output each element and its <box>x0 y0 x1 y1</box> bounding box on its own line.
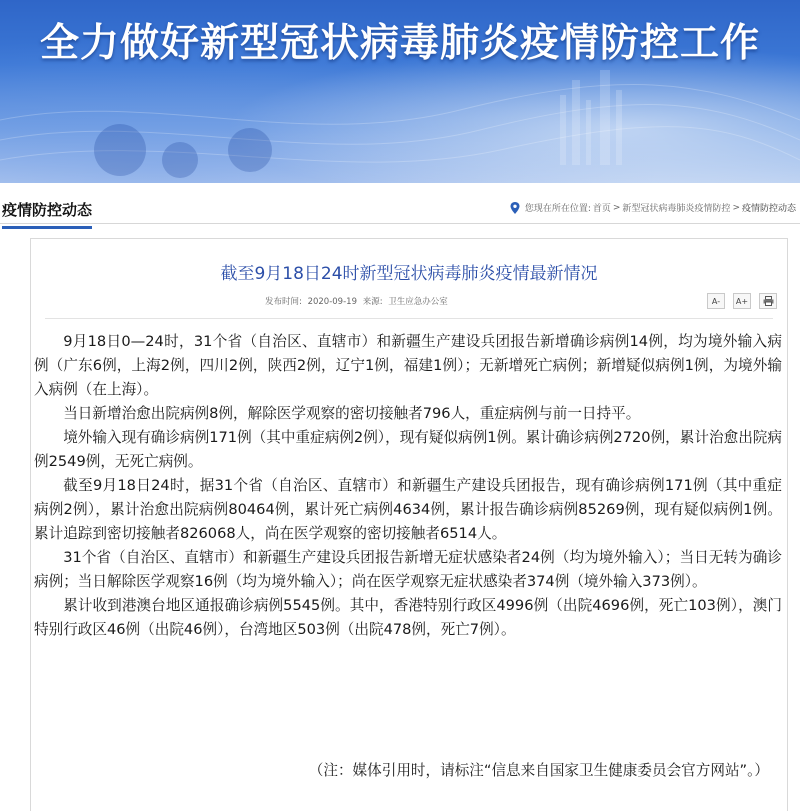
header-banner <box>0 0 800 183</box>
breadcrumb <box>510 201 796 214</box>
article-tools <box>707 293 777 309</box>
article-paragraph: 截至9月18日24时，据31个省（自治区、直辖市）和新疆生产建设兵团报告，现有确诊病例171例（其中重症病例2例），累计治愈出院病例80464例，累计死亡病例4634例，累计报告确诊病例85269例，现有疑似病例1例。累计追踪到密切接触者826068人，尚在医学观察的密切接触者6514人。 <box>34 477 782 542</box>
breadcrumb-level2-link[interactable]: 新型冠状病毒肺炎疫情防控 <box>622 204 731 214</box>
citation-note: （注：媒体引用时，请标注“信息来自国家卫生健康委员会官方网站”。） <box>308 762 769 779</box>
article-meta <box>265 295 451 307</box>
font-increase-button[interactable]: A+ <box>733 293 751 309</box>
article-paragraph: 9月18日0—24时，31个省（自治区、直辖市）和新疆生产建设兵团报告新增确诊病例14例，均为境外输入病例（广东6例，上海2例，四川2例，陕西2例，辽宁1例，福建1例）；无新增死亡病例；新增疑似病例1例，为境外输入病例（在上海）。 <box>34 333 782 398</box>
article-paragraph: 累计收到港澳台地区通报确诊病例5545例。其中，香港特别行政区4996例（出院4696例，死亡103例），澳门特别行政区46例（出院46例），台湾地区503例（出院478例，死亡7例）。 <box>34 597 782 638</box>
section-bar <box>0 190 800 224</box>
source-label: 来源: <box>362 297 383 307</box>
location-pin-icon <box>510 202 520 214</box>
article-paragraph: 境外输入现有确诊病例171例（其中重症病例2例），现有疑似病例1例。累计确诊病例2720例，累计治愈出院病例2549例，无死亡病例。 <box>34 429 782 470</box>
article-container <box>30 238 788 811</box>
publish-label: 发布时间: <box>265 297 302 307</box>
breadcrumb-separator: > <box>732 202 740 213</box>
font-decrease-button[interactable]: A- <box>707 293 725 309</box>
title-divider <box>45 318 773 319</box>
banner-title: 全力做好新型冠状病毒肺炎疫情防控工作 <box>39 21 760 66</box>
print-icon <box>763 296 774 306</box>
article-body <box>34 330 782 642</box>
article-paragraph: 当日新增治愈出院病例8例，解除医学观察的密切接触者796人，重症病例与前一日持平。 <box>63 405 641 422</box>
article-title: 截至9月18日24时新型冠状病毒肺炎疫情最新情况 <box>220 264 598 284</box>
breadcrumb-current: 疫情防控动态 <box>741 204 796 214</box>
section-title: 疫情防控动态 <box>2 199 92 229</box>
source-name: 卫生应急办公室 <box>388 297 448 307</box>
breadcrumb-separator: > <box>612 202 621 213</box>
publish-date: 2020-09-19 <box>307 297 357 307</box>
breadcrumb-prefix: 您现在所在位置: <box>524 204 591 214</box>
print-button[interactable] <box>759 293 777 309</box>
breadcrumb-home-link[interactable]: 首页 <box>592 204 611 214</box>
article-paragraph: 31个省（自治区、直辖市）和新疆生产建设兵团报告新增无症状感染者24例（均为境外输入）；当日无转为确诊病例；当日解除医学观察16例（均为境外输入）；尚在医学观察无症状感染者374例（境外输入373例）。 <box>34 549 782 590</box>
